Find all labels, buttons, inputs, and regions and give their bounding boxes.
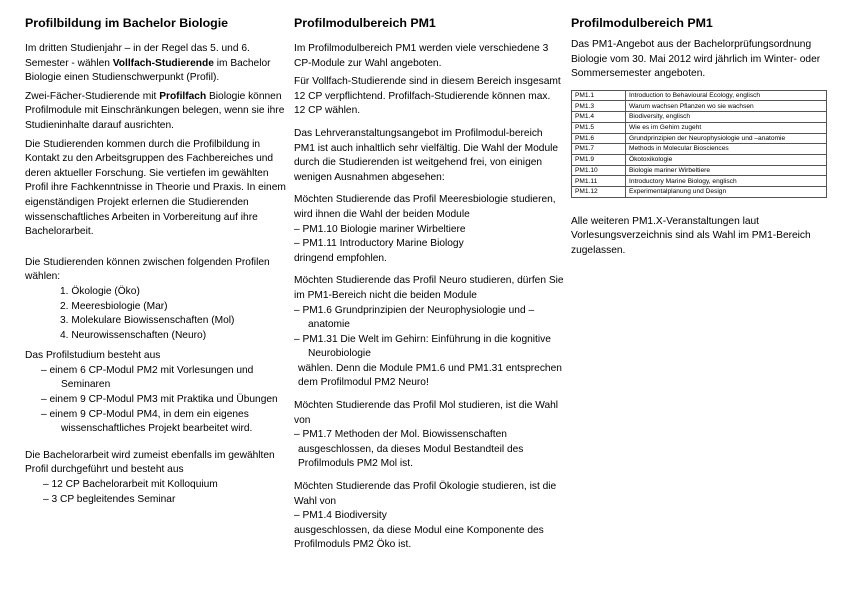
col1-p1-bold: Vollfach-Studierende (112, 57, 214, 69)
col1-p2-a: Zwei-Fächer-Studierende mit (25, 90, 160, 102)
profile-list (60, 285, 287, 343)
module-code-cell: PM1.1 (572, 90, 626, 101)
col2-mar-intro: Möchten Studierende das Profil Meeresbiologie studieren, wird ihnen die Wahl der beiden Module (294, 194, 556, 220)
module-title-cell: Ökotoxikologie (626, 154, 827, 165)
col2-oeko-intro: Möchten Studierende das Profil Ökologie studieren, ist die Wahl von (294, 481, 557, 507)
col2-neuro-intro: Möchten Studierende das Profil Neuro studieren, dürfen Sie im PM1-Bereich nicht die beiden Module (294, 275, 564, 301)
table-row (572, 90, 827, 101)
module-title-cell: Experimentalplanung und Design (626, 186, 827, 197)
module-code-cell: PM1.4 (572, 112, 626, 123)
list-item: – PM1.10 Biologie mariner Wirbeltiere (294, 223, 466, 235)
module-title-cell: Wie es im Gehirn zugeht (626, 122, 827, 133)
col1-p1-c: im Bachelor Biologie einen Studienschwerpunkt (Profil). (25, 57, 271, 84)
module-code-cell: PM1.12 (572, 186, 626, 197)
module-code-cell: PM1.3 (572, 101, 626, 112)
table-row (572, 122, 827, 133)
col2-mol-end: ausgeschlossen, da dieses Modul Bestandteil des Profilmoduls PM2 Mol ist. (298, 443, 524, 470)
module-code-cell: PM1.7 (572, 144, 626, 155)
col2-mol-intro: Möchten Studierende das Profil Mol studieren, ist die Wahl von (294, 400, 559, 426)
col2-p2: Für Vollfach-Studierende sind in diesem Bereich insgesamt 12 CP verpflichtend. Profilfach-Studierende können max. 12 CP wählen. (294, 76, 561, 117)
col3-p2: Alle weiteren PM1.X-Veranstaltungen laut Vorlesungsverzeichnis sind als Wahl im PM1-Bereich zugelassen. (571, 215, 811, 256)
list-item: – einem 9 CP-Modul PM4, in dem ein eigenes wissenschaftliches Projekt bearbeitet wird. (41, 408, 253, 435)
col1-profile-choice-paragraph: Die Studierenden können zwischen folgenden Profilen wählen: (25, 256, 270, 283)
col1-profilstudium-paragraph: Das Profilstudium besteht aus (25, 350, 161, 362)
module-code-cell: PM1.9 (572, 154, 626, 165)
list-item: 1. Ökologie (Öko) (60, 285, 140, 297)
list-item: 2. Meeresbiologie (Mar) (60, 300, 168, 312)
list-item: – einem 6 CP-Modul PM2 mit Vorlesungen und Seminaren (41, 364, 254, 391)
column-pm1-rules (294, 15, 564, 557)
module-list (25, 364, 287, 437)
module-title-cell: Biodiversity, englisch (626, 112, 827, 123)
list-item: – einem 9 CP-Modul PM3 mit Praktika und Übungen (41, 394, 278, 406)
col1-zwei-faecher-paragraph (25, 90, 287, 134)
list-item: – 12 CP Bachelorarbeit mit Kolloquium (43, 479, 218, 491)
column-profilbildung (25, 15, 287, 507)
table-row (572, 101, 827, 112)
table-row (572, 112, 827, 123)
module-code-cell: PM1.6 (572, 133, 626, 144)
col1-title: Profilbildung im Bachelor Biologie (25, 16, 229, 30)
module-title-cell: Methods in Molecular Biosciences (626, 144, 827, 155)
col1-p2-bold: Profilfach (159, 90, 207, 102)
col2-mar-end: dringend empfohlen. (294, 252, 387, 264)
module-title-cell: Biologie mariner Wirbeltiere (626, 165, 827, 176)
module-title-cell: Warum wachsen Pflanzen wo sie wachsen (626, 101, 827, 112)
col2-oeko-item: – PM1.4 Biodiversity (294, 510, 387, 522)
col2-p1: Im Profilmodulbereich PM1 werden viele verschiedene 3 CP-Module zur Wahl angeboten. (294, 43, 549, 69)
module-title-cell: Introduction to Behavioural Ecology, englisch (626, 90, 827, 101)
list-item: 4. Neurowissenschaften (Neuro) (60, 329, 207, 341)
col2-p3: Das Lehrveranstaltungsangebot im Profilmodul-bereich PM1 ist auch inhaltlich sehr vielfältig. Die Wahl der Module durch die Studierenden ist weitgehend frei, von einigen wenigen Ausnahmen abgesehen: (294, 127, 559, 183)
table-row (572, 144, 827, 155)
col1-p1-a: Im dritten Studienjahr – in der Regel das 5. und 6. Semester - wählen (25, 43, 250, 69)
col2-title: Profilmodulbereich PM1 (294, 16, 436, 30)
module-code-cell: PM1.10 (572, 165, 626, 176)
module-code-cell: PM1.5 (572, 122, 626, 133)
mar-module-list (294, 223, 564, 252)
col1-contact-paragraph: Die Studierenden kommen durch die Profilbildung in Kontakt zu den Arbeitsgruppen des Fachbereiches und deren aktueller Forschung. Sie vertiefen im gewählten Profil ihre Fachkenntnisse in Theorie und Praxis. In einem eigenständigen Projekt erlernen die Studierenden wissenschaftliches Arbeiten in Vorbereitung auf ihre Bachelorarbeit. (25, 138, 286, 238)
col2-mol-item: – PM1.7 Methoden der Mol. Biowissenschaften (294, 429, 507, 441)
list-item: – 3 CP begleitendes Seminar (43, 493, 176, 505)
neuro-module-list (294, 304, 564, 362)
list-item: – PM1.31 Die Welt im Gehirn: Einführung in die kognitive Neurobiologie (294, 333, 551, 360)
module-title-cell: Grundprinzipien der Neurophysiologie und –anatomie (626, 133, 827, 144)
col1-bachelorarbeit-paragraph: Die Bachelorarbeit wird zumeist ebenfalls im gewählten Profil durchgeführt und besteht aus (25, 449, 275, 476)
list-item: – PM1.11 Introductory Marine Biology (294, 238, 464, 250)
col3-p1: Das PM1-Angebot aus der Bachelorprüfungsordnung Biologie vom 30. Mai 2012 wird jährlich im Winter- oder Sommersemester angeboten. (571, 39, 821, 80)
thesis-list (43, 478, 287, 507)
module-title-cell: Introductory Marine Biology, englisch (626, 176, 827, 187)
module-code-cell: PM1.11 (572, 176, 626, 187)
col2-oeko-end: ausgeschlossen, da diese Modul eine Komponente des Profilmoduls PM2 Öko ist. (294, 524, 544, 551)
table-row (572, 186, 827, 197)
col1-p2-c: Biologie können Profilmodule mit Einschränkungen belegen, wenn sie ihre Studieninhalte darauf ausrichten. (25, 90, 285, 131)
table-row (572, 154, 827, 165)
col2-neuro-end: wählen. Denn die Module PM1.6 und PM1.31 entsprechen dem Profilmodul PM2 Neuro! (298, 362, 562, 389)
table-row (572, 165, 827, 176)
pm1-module-table (571, 90, 827, 198)
list-item: – PM1.6 Grundprinzipien der Neurophysiologie und –anatomie (294, 304, 535, 331)
col3-title: Profilmodulbereich PM1 (571, 16, 713, 30)
column-pm1-offer (571, 15, 833, 262)
table-row (572, 176, 827, 187)
table-row (572, 133, 827, 144)
list-item: 3. Molekulare Biowissenschaften (Mol) (60, 315, 235, 327)
col1-intro-paragraph (25, 42, 287, 86)
